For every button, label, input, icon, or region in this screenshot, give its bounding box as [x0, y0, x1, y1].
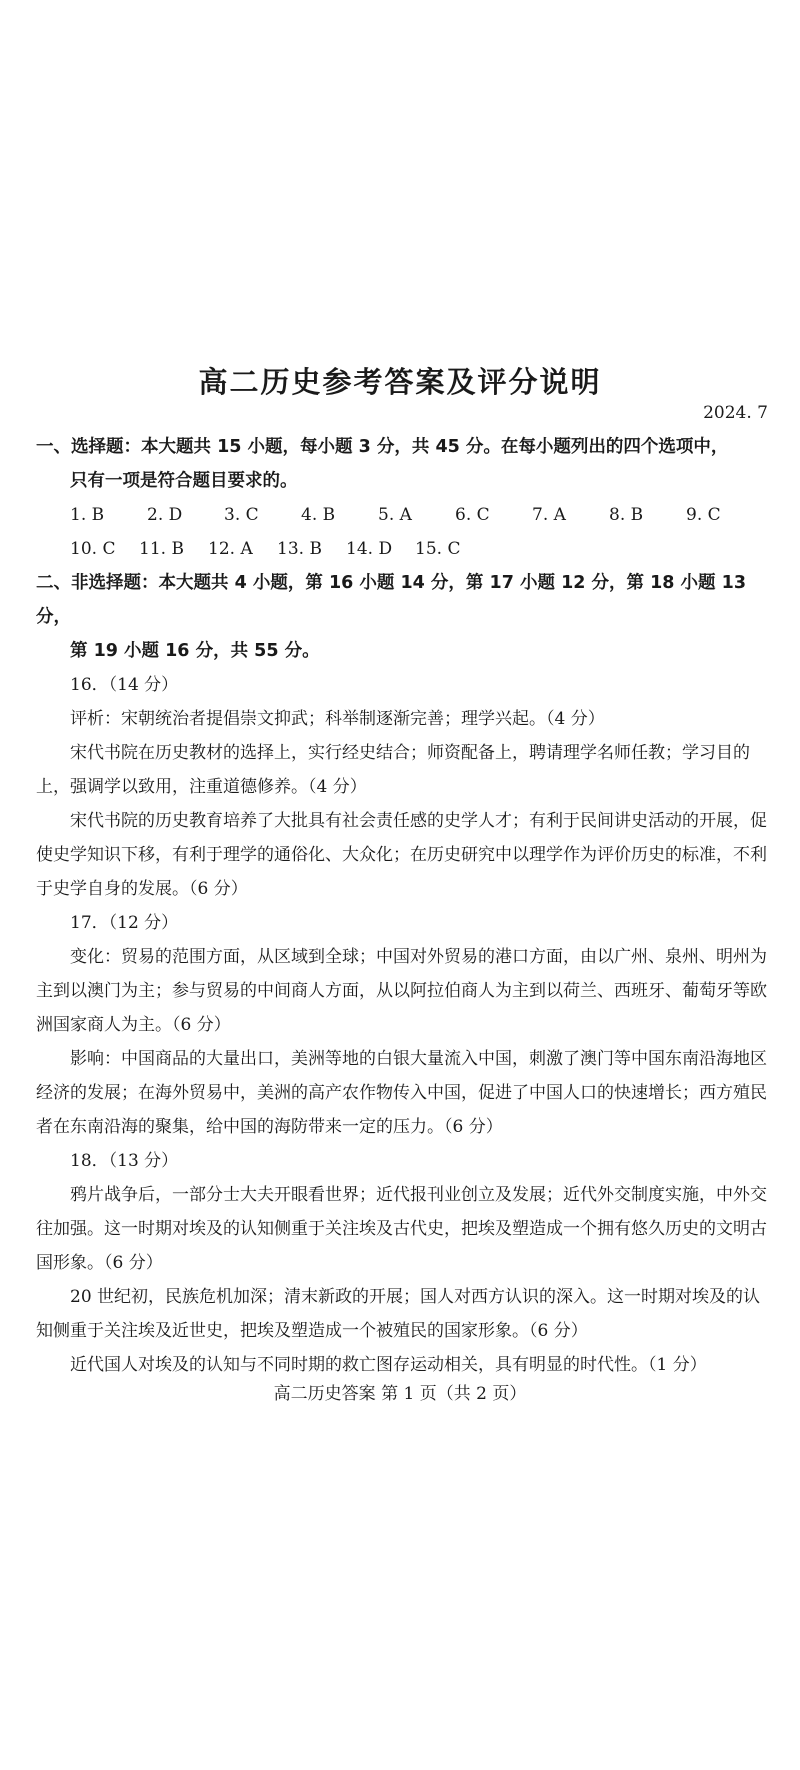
answer-9: 9. C — [686, 505, 721, 525]
q16-paragraph-3: 宋代书院的历史教育培养了大批具有社会责任感的史学人才；有利于民间讲史活动的开展，促使史学知识下移，有利于理学的通俗化、大众化；在历史研究中以理学作为评价历史的标准，不利于史学自身的发展。（6 分） — [36, 811, 767, 899]
section2-heading — [36, 566, 774, 668]
answer-13: 13. B — [277, 539, 322, 559]
q18-paragraph-1: 鸦片战争后，一部分士大夫开眼看世界；近代报刊业创立及发展；近代外交制度实施，中外交往加强。这一时期对埃及的认知侧重于关注埃及古代史，把埃及塑造成一个拥有悠久历史的文明古国形象。（6 分） — [36, 1185, 767, 1273]
answer-12: 12. A — [208, 539, 253, 559]
section1-heading-line1: 一、选择题：本大题共 15 小题，每小题 3 分，共 45 分。在每小题列出的四个选项中， — [36, 437, 729, 457]
q16-paragraph-1: 评析：宋朝统治者提倡崇文抑武；科举制逐渐完善；理学兴起。（4 分） — [70, 709, 605, 729]
answer-6: 6. C — [455, 505, 490, 525]
q18-paragraph-3: 近代国人对埃及的认知与不同时期的救亡图存运动相关，具有明显的时代性。（1 分） — [70, 1355, 707, 1375]
answer-11: 11. B — [139, 539, 184, 559]
answer-7: 7. A — [532, 505, 566, 525]
answer-1: 1. B — [70, 505, 105, 525]
section2-heading-line1: 二、非选择题：本大题共 4 小题，第 16 小题 14 分，第 17 小题 12 分，第 18 小题 13 分， — [36, 573, 746, 627]
q18-paragraph-2: 20 世纪初，民族危机加深；清末新政的开展；国人对西方认识的深入。这一时期对埃及的认知侧重于关注埃及近世史，把埃及塑造成一个被殖民的国家形象。（6 分） — [36, 1287, 761, 1341]
q17-paragraph-2: 影响：中国商品的大量出口，美洲等地的白银大量流入中国，刺激了澳门等中国东南沿海地区经济的发展；在海外贸易中，美洲的高产农作物传入中国，促进了中国人口的快速增长；西方殖民者在东南沿海的聚集，给中国的海防带来一定的压力。（6 分） — [36, 1049, 767, 1137]
page-title: 高二历史参考答案及评分说明 — [198, 365, 602, 399]
q16-label: 16．（14 分） — [70, 675, 179, 695]
q16-paragraph-2: 宋代书院在历史教材的选择上，实行经史结合；师资配备上，聘请理学名师任教；学习目的上，强调学以致用，注重道德修养。（4 分） — [36, 743, 750, 797]
date-label: 2024. 7 — [703, 403, 768, 423]
page-footer: 高二历史答案 第 1 页（共 2 页） — [273, 1384, 527, 1404]
answer-4: 4. B — [301, 505, 336, 525]
answer-15: 15. C — [415, 539, 461, 559]
answer-8: 8. B — [609, 505, 644, 525]
choice-answers — [36, 498, 774, 566]
answer-10: 10. C — [70, 539, 116, 559]
section1-heading — [36, 430, 774, 498]
answer-row-1 — [70, 498, 774, 532]
answer-14: 14. D — [346, 539, 393, 559]
answer-3: 3. C — [224, 505, 259, 525]
section2-heading-line2: 第 19 小题 16 分，共 55 分。 — [70, 641, 320, 661]
answer-2: 2. D — [147, 505, 183, 525]
content-body — [36, 430, 774, 1382]
answer-row-2 — [70, 532, 774, 566]
section1-heading-line2: 只有一项是符合题目要求的。 — [70, 471, 298, 491]
q17-paragraph-1: 变化：贸易的范围方面，从区域到全球；中国对外贸易的港口方面，由以广州、泉州、明州为主到以澳门为主；参与贸易的中间商人方面，从以阿拉伯商人为主到以荷兰、西班牙、葡萄牙等欧洲国家商人为主。（6 分） — [36, 947, 767, 1035]
q18-label: 18．（13 分） — [70, 1151, 179, 1171]
answer-5: 5. A — [378, 505, 412, 525]
q17-label: 17．（12 分） — [70, 913, 179, 933]
